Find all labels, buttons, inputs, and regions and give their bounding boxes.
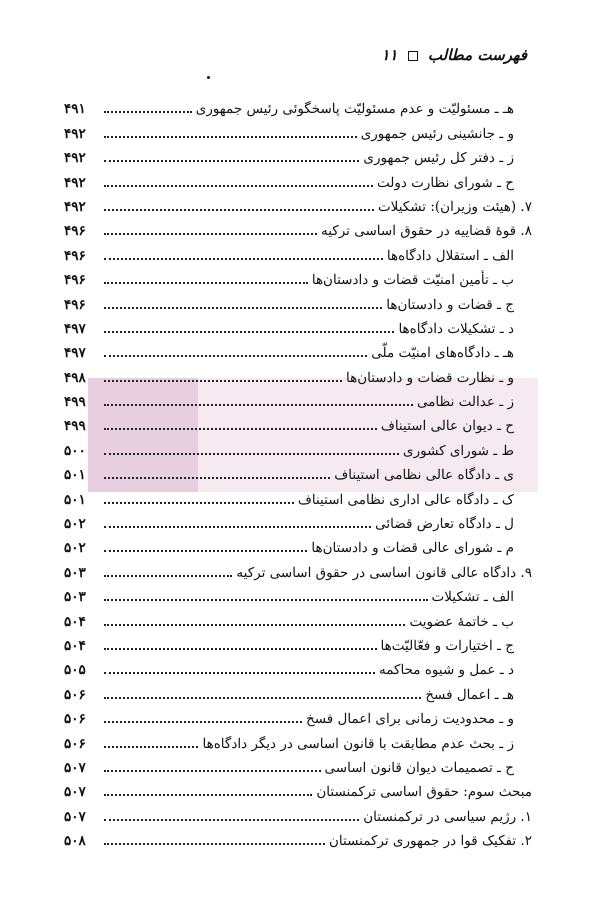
toc-entry-page: ۴۹۶ (64, 296, 86, 313)
dot-leader (104, 721, 302, 723)
toc-entry-title: ۱. رژیم سیاسی در ترکمنستان (363, 808, 532, 825)
toc-entry-page: ۴۹۲ (64, 150, 86, 167)
toc-entry (64, 754, 532, 778)
dot-leader (104, 502, 294, 504)
toc-entry-page: ۴۹۶ (64, 247, 86, 264)
toc-entry (64, 680, 532, 704)
toc-entry (64, 632, 532, 656)
square-ornament-icon (408, 51, 418, 61)
toc-entry-title: د ـ عمل و شیوه محاکمه (379, 662, 514, 679)
toc-entry-page: ۵۰۲ (64, 540, 86, 557)
page-header (70, 46, 527, 70)
toc-entry-title: ز ـ بحث عدم مطابقت با قانون اساسی در دیگر دادگاه‌ها (202, 735, 514, 752)
toc-entry-page: ۴۹۶ (64, 223, 86, 240)
toc-entry (64, 534, 532, 558)
dot-leader (104, 843, 325, 845)
toc-entry-page: ۴۹۷ (64, 345, 86, 362)
toc-entry-title: ب ـ تأمین امنیّت قضات و دادستان‌ها (311, 272, 514, 289)
toc-entry (64, 485, 532, 509)
dot-leader (104, 160, 359, 162)
toc-entry (64, 412, 532, 436)
toc-entry-page: ۵۰۶ (64, 735, 86, 752)
toc-entry (64, 510, 532, 534)
dot-leader (104, 331, 394, 333)
toc-entry-title: ل ـ دادگاه تعارض قضائی (375, 516, 514, 533)
dot-leader (104, 599, 428, 601)
toc-entry-title: ج ـ قضات و دادستان‌ها (386, 296, 514, 313)
toc-entry-title: الف ـ تشکیلات (431, 589, 514, 606)
toc-entry (64, 729, 532, 753)
toc-entry (64, 436, 532, 460)
dot-leader (104, 307, 382, 309)
toc-entry (64, 558, 532, 582)
toc-entry-page: ۴۹۱ (64, 101, 86, 118)
toc-entry-title: و ـ نظارت قضات و دادستان‌ها (345, 369, 514, 386)
toc-entry-title: ۸. قوۀ قضاییه در حقوق اساسی ترکیه (321, 223, 532, 240)
toc-entry (64, 778, 532, 802)
dot-leader (104, 233, 317, 235)
toc-entry-page: ۵۰۶ (64, 711, 86, 728)
toc-entry-page: ۵۰۷ (64, 759, 86, 776)
toc-entry (64, 241, 532, 265)
toc-entry (64, 827, 532, 851)
toc-entry-page: ۴۹۹ (64, 418, 86, 435)
toc-entry-page: ۵۰۵ (64, 662, 86, 679)
toc-entry-page: ۵۰۰ (64, 442, 86, 459)
toc-entry-title: و ـ جانشینی رئیس جمهوری (360, 125, 514, 142)
toc-entry-title: ط ـ شورای کشوری (403, 442, 514, 459)
toc-entry (64, 363, 532, 387)
header-title: فهرست مطالب (427, 46, 527, 64)
toc-entry-page: ۴۹۷ (64, 320, 86, 337)
toc-entry (64, 607, 532, 631)
toc-entry-title: ۹. دادگاه عالی قانون اساسی در حقوق اساسی ترکیه (236, 564, 532, 581)
toc-entry-title: ی ـ دادگاه عالی نظامی استیناف (334, 467, 514, 484)
toc-entry (64, 119, 532, 143)
dot-leader (104, 794, 312, 796)
dot-leader (104, 624, 405, 626)
toc-entry-page: ۵۰۶ (64, 686, 86, 703)
dot-leader (104, 770, 321, 772)
toc-entry (64, 266, 532, 290)
dot-leader (104, 477, 330, 479)
toc-entry (64, 217, 532, 241)
dot-leader (104, 672, 375, 674)
toc-entry (64, 144, 532, 168)
toc-entry-title: الف ـ استقلال دادگاه‌ها (386, 247, 514, 264)
dot-leader (104, 282, 308, 284)
dot-leader (104, 526, 371, 528)
toc-entry-title: ج ـ اختیارات و فعّالیّت‌ها (380, 637, 514, 654)
toc-entry (64, 802, 532, 826)
dot-leader (104, 453, 399, 455)
toc-entry-page: ۵۰۲ (64, 516, 86, 533)
toc-entry-page: ۵۰۴ (64, 613, 86, 630)
toc-entry-page: ۵۰۳ (64, 564, 86, 581)
toc-entry-title: ز ـ دفتر کل رئیس جمهوری (363, 150, 514, 167)
toc-entry-title: ح ـ دیوان عالی استیناف (380, 418, 514, 435)
toc-entry (64, 461, 532, 485)
dot-leader (104, 355, 367, 357)
toc-entry-title: د ـ تشکیلات دادگاه‌ها (398, 320, 514, 337)
toc-entry-title: هـ ـ مسئولیّت و عدم مسئولیّت پاسخگوئی رئیس جمهوری (195, 101, 514, 118)
toc-entry (64, 656, 532, 680)
toc-entry (64, 290, 532, 314)
toc-entry-title: م ـ شورای عالی قضات و دادستان‌ها (311, 540, 514, 557)
toc-entry-title: ک ـ دادگاه عالی اداری نظامی استیناف (297, 491, 514, 508)
dot-leader (104, 550, 307, 552)
toc-entry (64, 95, 532, 119)
toc-entry-page: ۵۰۷ (64, 808, 86, 825)
toc-entry-title: ح ـ تصمیمات دیوان قانون اساسی (324, 759, 514, 776)
dot-leader (104, 697, 421, 699)
toc-entry-page: ۴۹۹ (64, 394, 86, 411)
toc-entry (64, 705, 532, 729)
dot-leader (104, 209, 374, 211)
toc-entry-page: ۴۹۲ (64, 174, 86, 191)
dot-leader (104, 648, 377, 650)
toc-entry (64, 388, 532, 412)
toc-entry-title: ب ـ خاتمۀ عضویت (409, 613, 514, 630)
dot-leader (104, 819, 359, 821)
toc-entry (64, 583, 532, 607)
toc-entry-page: ۴۹۲ (64, 125, 86, 142)
toc-entry-page: ۵۰۳ (64, 589, 86, 606)
toc-entry (64, 315, 532, 339)
toc-entry-page: ۵۰۱ (64, 491, 86, 508)
dot-leader (104, 380, 342, 382)
table-of-contents (64, 95, 532, 851)
toc-entry-page: ۵۰۱ (64, 467, 86, 484)
toc-entry-page: ۴۹۸ (64, 369, 86, 386)
toc-entry-page: ۴۹۶ (64, 272, 86, 289)
toc-entry-title: ز ـ عدالت نظامی (416, 394, 514, 411)
dot-leader (104, 575, 232, 577)
toc-entry-title: هـ ـ اعمال فسخ (425, 686, 514, 703)
dot-leader (104, 428, 377, 430)
dot-leader (104, 136, 357, 138)
dot-leader (104, 258, 383, 260)
dot-leader (104, 746, 198, 748)
dot-leader (104, 111, 192, 113)
toc-entry-title: هـ ـ دادگاه‌های امنیّت ملّی (371, 345, 514, 362)
toc-entry-page: ۴۹۲ (64, 198, 86, 215)
toc-entry-title: و ـ محدودیت زمانی برای اعمال فسخ (306, 711, 514, 728)
toc-entry-page: ۵۰۴ (64, 637, 86, 654)
toc-entry-title: مبحث سوم: حقوق اساسی ترکمنستان (316, 784, 532, 801)
toc-entry-title: ح ـ شورای نظارت دولت (376, 174, 514, 191)
toc-entry-title: ۷. (هیئت وزیران): تشکیلات (377, 198, 532, 215)
toc-entry (64, 193, 532, 217)
dot-leader (104, 404, 413, 406)
header-page-number: ۱۱ (381, 46, 398, 64)
toc-entry-page: ۵۰۸ (64, 833, 86, 850)
toc-entry (64, 168, 532, 192)
toc-entry (64, 339, 532, 363)
dot-leader (104, 185, 373, 187)
ink-dot (207, 76, 210, 79)
toc-entry-title: ۲. تفکیک قوا در جمهوری ترکمنستان (328, 833, 532, 850)
toc-entry-page: ۵۰۷ (64, 784, 86, 801)
